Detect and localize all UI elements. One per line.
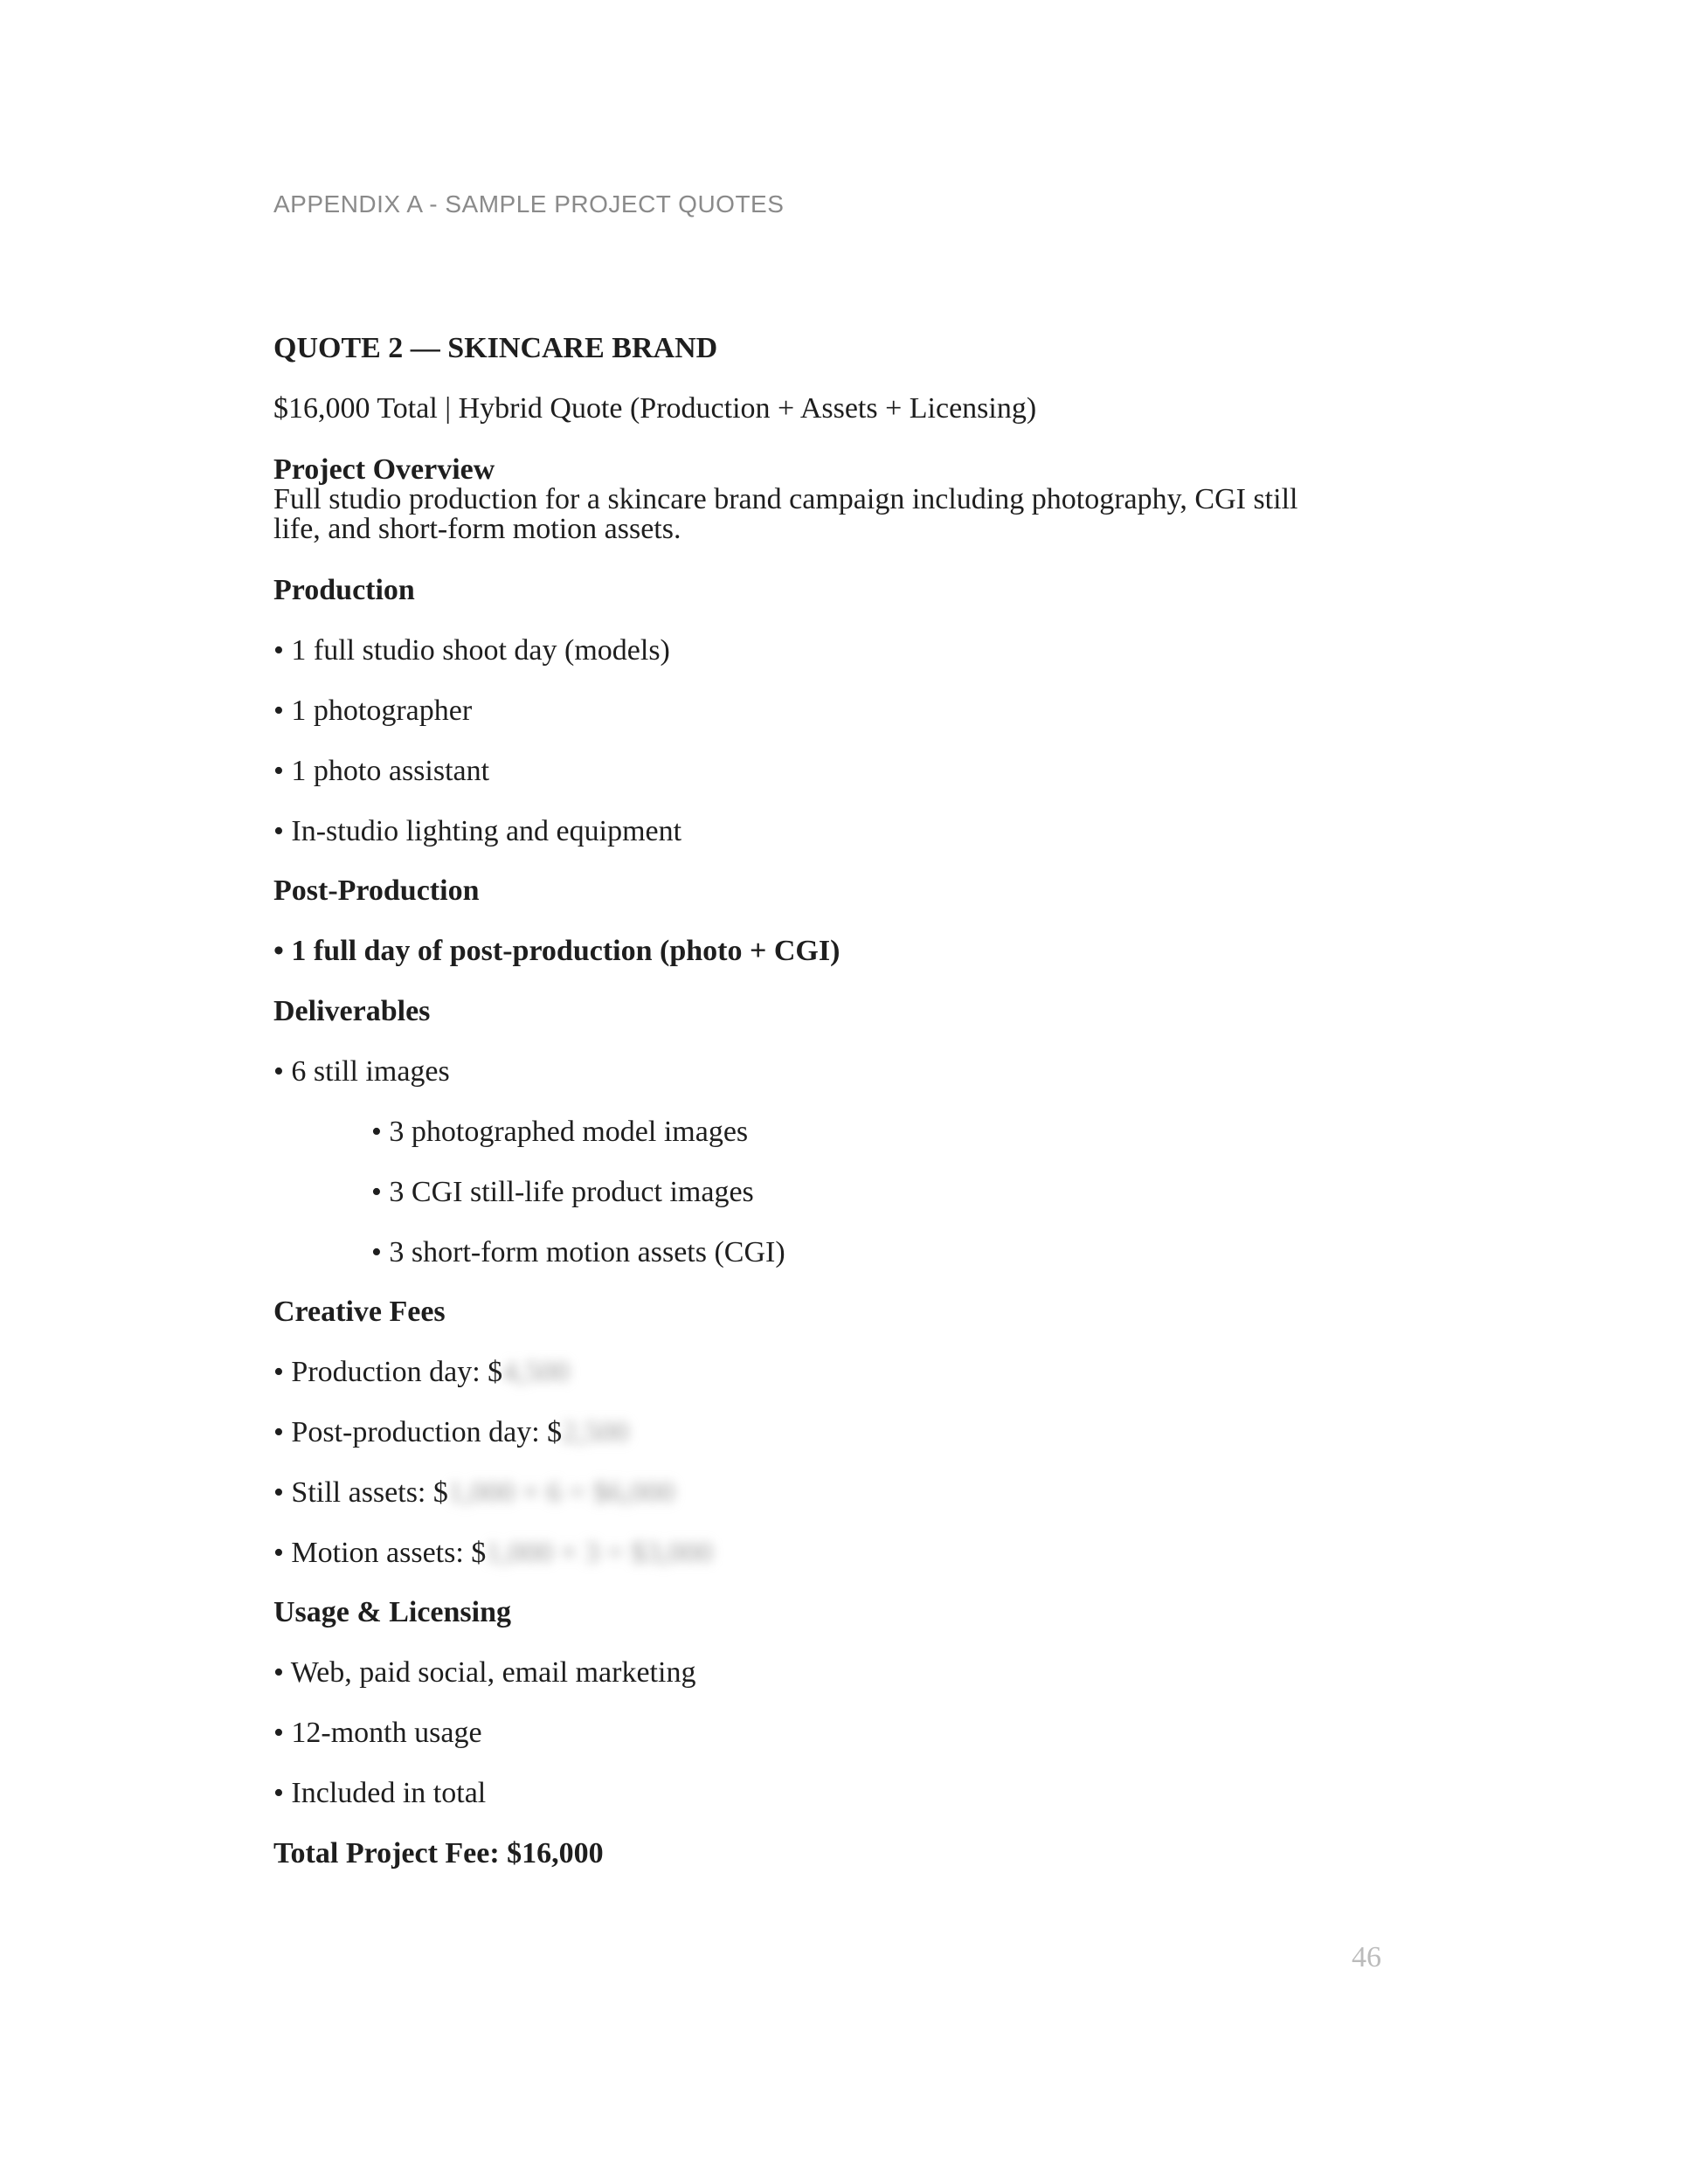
sub-list-item: • 3 short-form motion assets (CGI) — [371, 1236, 785, 1268]
redacted-amount: 1,000 × 3 = $3,000 — [486, 1537, 713, 1569]
fee-item — [273, 1355, 570, 1390]
fee-item — [273, 1415, 629, 1450]
deliverables-heading: Deliverables — [273, 995, 431, 1027]
redacted-amount: 4,500 — [502, 1356, 570, 1388]
fee-item — [273, 1476, 675, 1510]
quote-title: QUOTE 2 — SKINCARE BRAND — [273, 332, 718, 364]
list-item: • 1 full studio shoot day (models) — [273, 634, 670, 667]
redacted-amount: 2,500 — [562, 1416, 629, 1448]
overview-text — [273, 485, 1409, 544]
production-heading: Production — [273, 574, 415, 606]
list-item: • 1 full day of post-production (photo + CGI) — [273, 935, 841, 967]
post-production-heading: Post-Production — [273, 874, 480, 907]
redacted-amount: 1,000 × 6 = $6,000 — [447, 1476, 675, 1509]
creative-fees-heading: Creative Fees — [273, 1296, 446, 1328]
list-item: • In-studio lighting and equipment — [273, 815, 682, 847]
list-item: • Included in total — [273, 1777, 487, 1809]
fee-item — [273, 1536, 713, 1571]
overview-heading: Project Overview — [273, 453, 495, 486]
page-number: 46 — [1352, 1941, 1381, 1973]
total-project-fee: Total Project Fee: $16,000 — [273, 1837, 604, 1870]
overview-line-2: life, and short-form motion assets. — [273, 513, 681, 545]
list-item: • 1 photographer — [273, 695, 473, 727]
quote-summary: $16,000 Total | Hybrid Quote (Production + Assets + Licensing) — [273, 392, 1037, 425]
sub-list-item: • 3 CGI still-life product images — [371, 1176, 754, 1208]
sub-list-item: • 3 photographed model images — [371, 1116, 749, 1148]
fee-label: • Still assets: $ — [273, 1476, 448, 1509]
fee-label: • Production day: $ — [273, 1356, 503, 1388]
usage-licensing-heading: Usage & Licensing — [273, 1596, 511, 1628]
list-item: • Web, paid social, email marketing — [273, 1656, 696, 1689]
running-head: APPENDIX A - SAMPLE PROJECT QUOTES — [273, 190, 785, 218]
list-item: • 6 still images — [273, 1055, 450, 1088]
fee-label: • Motion assets: $ — [273, 1537, 487, 1569]
fee-label: • Post-production day: $ — [273, 1416, 563, 1448]
list-item: • 1 photo assistant — [273, 755, 490, 787]
overview-line-1: Full studio production for a skincare brand campaign including photography, CGI still — [273, 483, 1298, 515]
list-item: • 12-month usage — [273, 1717, 482, 1749]
